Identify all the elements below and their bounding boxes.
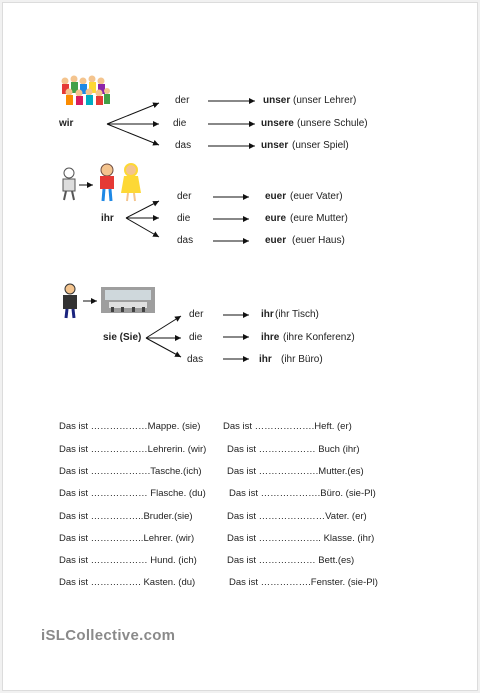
- pronoun-wir: wir: [59, 118, 74, 129]
- exercise-item: Das ist ……………..Bruder.(sie): [59, 511, 193, 522]
- two-children-picture: [95, 163, 145, 203]
- islcollective-logo: iSLCollective.com: [41, 627, 176, 644]
- exercise-item: Das ist ……………. Kasten. (du): [59, 577, 196, 588]
- possessive-example: (euer Haus): [292, 235, 345, 246]
- exercise-item: Das ist ……………….Heft. (er): [223, 421, 352, 432]
- exercise-item: Das ist ……………..Lehrer. (wir): [59, 533, 195, 544]
- pronoun-ihr: ihr: [101, 213, 114, 224]
- group-of-people-picture: [59, 75, 111, 107]
- possessive-example: (ihr Tisch): [275, 309, 319, 320]
- possessive-example: (euer Vater): [290, 191, 343, 202]
- article-das: das: [187, 354, 204, 365]
- article-der: der: [175, 95, 190, 106]
- pronoun-sie: sie (Sie): [103, 332, 142, 343]
- possessive-form: eure: [265, 213, 287, 224]
- possessive-form: euer: [265, 191, 287, 202]
- possessive-form: unser: [261, 140, 289, 151]
- exercise-item: Das ist …………….Fenster. (sie-Pl): [229, 577, 378, 588]
- article-die: die: [189, 332, 203, 343]
- speaker-figure-picture: [57, 167, 81, 201]
- possessive-example: (ihr Büro): [281, 354, 323, 365]
- exercise-item: Das ist ……………….Mutter.(es): [227, 466, 364, 477]
- article-die: die: [177, 213, 191, 224]
- possessive-form: unsere: [261, 118, 294, 129]
- possessive-form: ihr: [261, 309, 274, 320]
- exercise-item: Das ist ……………… Flasche. (du): [59, 488, 206, 499]
- exercise-item: Das ist ……………….Büro. (sie-Pl): [229, 488, 376, 499]
- possessive-example: (eure Mutter): [290, 213, 348, 224]
- conference-room-picture: [101, 287, 155, 313]
- worksheet-page: [2, 2, 478, 691]
- article-die: die: [173, 118, 187, 129]
- exercise-item: Das ist ……………… Hund. (ich): [59, 555, 197, 566]
- exercise-item: Das ist ………………Mappe. (sie): [59, 421, 201, 432]
- possessive-form: ihr: [259, 354, 272, 365]
- article-der: der: [177, 191, 192, 202]
- possessive-example: (unser Lehrer): [293, 95, 357, 106]
- possessive-example: (unsere Schule): [297, 118, 368, 129]
- exercise-item: Das ist ……………….. Klasse. (ihr): [227, 533, 375, 544]
- businessman-picture: [59, 283, 81, 319]
- exercise-item: Das ist ……………….Tasche.(ich): [59, 466, 202, 477]
- exercise-item: Das ist ………………Lehrerin. (wir): [59, 444, 207, 455]
- possessive-form: ihre: [261, 332, 280, 343]
- possessive-example: (unser Spiel): [292, 140, 349, 151]
- article-das: das: [177, 235, 194, 246]
- exercise-item: Das ist …………………Vater. (er): [227, 511, 367, 522]
- exercise-item: Das ist ……………… Bett.(es): [227, 555, 355, 566]
- possessive-form: euer: [265, 235, 287, 246]
- article-der: der: [189, 309, 204, 320]
- article-das: das: [175, 140, 192, 151]
- possessive-example: (ihre Konferenz): [283, 332, 355, 343]
- exercise-item: Das ist ……………… Buch (ihr): [227, 444, 360, 455]
- possessive-form: unser: [263, 95, 291, 106]
